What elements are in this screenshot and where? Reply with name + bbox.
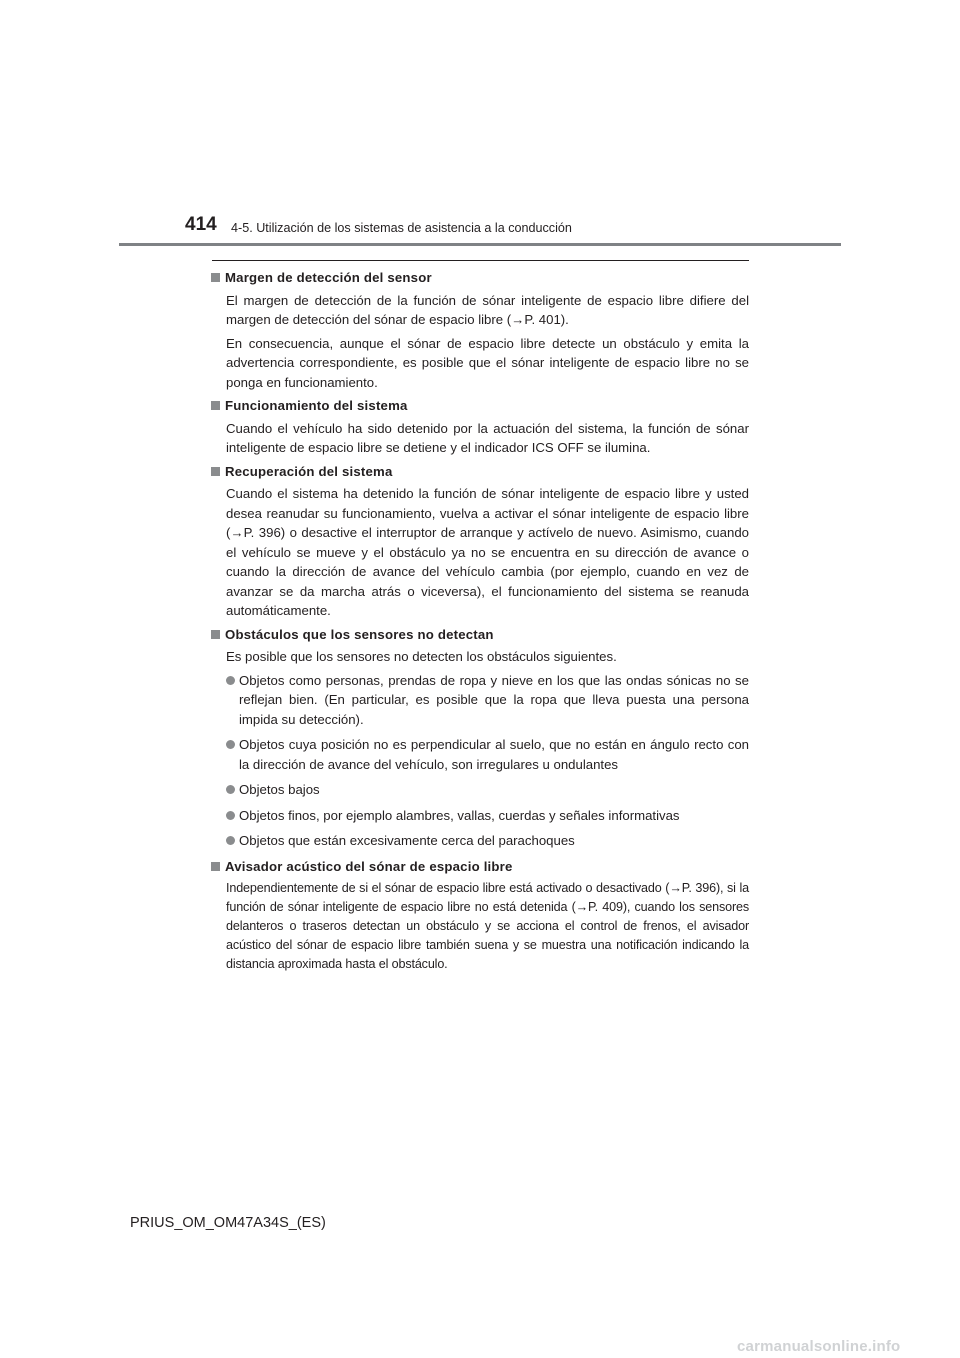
paragraph: Cuando el vehículo ha sido detenido por la actuación del sistema, la función de sónar inteligente de espacio libre se detiene y el indicador ICS OFF se ilumina.: [226, 420, 749, 455]
page-number: 414: [185, 214, 217, 235]
page-content: [211, 266, 749, 978]
circle-bullet-icon: [226, 740, 235, 749]
list-item: [226, 671, 749, 730]
paragraph: El margen de detección de la función de sónar inteligente de espacio libre difiere del margen de detección del sónar de espacio libre (→P. 401).: [226, 292, 749, 327]
section-heading: [211, 857, 749, 877]
heading-text: Funcionamiento del sistema: [225, 398, 408, 413]
circle-bullet-icon: [226, 785, 235, 794]
circle-bullet-icon: [226, 811, 235, 820]
list-item: [226, 806, 749, 826]
list-item: [226, 831, 749, 851]
watermark: carmanualsonline.info: [737, 1338, 901, 1355]
square-bullet-icon: [211, 630, 220, 639]
list-item-text: Objetos bajos: [239, 782, 320, 797]
square-bullet-icon: [211, 467, 220, 476]
section-heading: [211, 462, 749, 482]
section-heading: [211, 625, 749, 645]
list-item: [226, 780, 749, 800]
heading-text: Margen de detección del sensor: [225, 270, 432, 285]
paragraph: Cuando el sistema ha detenido la función de sónar inteligente de espacio libre y usted desea reanudar su funcionamiento, vuelva a activar el sónar inteligente de espacio libre (→P. 396) o desactive el interruptor de arranque y actívelo de nuevo. Asimismo, cuando el vehículo se mueve y el obstáculo ya no se encuentra en su dirección de avance o cuando la dirección de avance del vehículo cambia (por ejemplo, cuando en vez de avanzar se da marcha atrás o viceversa), el funcionamiento del sistema se reanuda automáticamente.: [226, 486, 749, 618]
section-title: 4-5. Utilización de los sistemas de asistencia a la conducción: [231, 221, 572, 235]
heading-text: Obstáculos que los sensores no detectan: [225, 626, 494, 642]
heading-text: Avisador acústico del sónar de espacio libre: [225, 858, 513, 874]
paragraph: Es posible que los sensores no detecten los obstáculos siguientes.: [226, 649, 617, 664]
square-bullet-icon: [211, 273, 220, 282]
content-divider: [212, 260, 749, 261]
list-item-text: Objetos que están excesivamente cerca del parachoques: [239, 833, 575, 848]
list-item-text: Objetos finos, por ejemplo alambres, vallas, cuerdas y señales informativas: [239, 807, 680, 823]
list-item-text: Objetos como personas, prendas de ropa y nieve en los que las ondas sónicas no se reflejan bien. (En particular, es posible que la ropa que lleva puesta una persona impida su detección).: [239, 672, 749, 727]
section-heading: [211, 396, 749, 416]
square-bullet-icon: [211, 401, 220, 410]
circle-bullet-icon: [226, 676, 235, 685]
paragraph: Independientemente de si el sónar de espacio libre está activado o desactivado (→P. 396), si la función de sónar inteligente de espacio libre no está detenida (→P. 409), cuando los sensores delanteros o traseros detectan un obstáculo y se acciona el control de frenos, el avisador acústico del sónar de espacio libre también suena y se muestra una notificación indicando la distancia aproximada hasta el obstáculo.: [226, 881, 749, 971]
heading-text: Recuperación del sistema: [225, 463, 393, 479]
document-code: PRIUS_OM_OM47A34S_(ES): [130, 1215, 326, 1231]
list-item-text: Objetos cuya posición no es perpendicular al suelo, que no están en ángulo recto con la dirección de avance del vehículo, son irregulares u ondulantes: [239, 737, 749, 772]
list-item: [226, 735, 749, 774]
section-heading: [211, 268, 749, 288]
square-bullet-icon: [211, 862, 220, 871]
circle-bullet-icon: [226, 836, 235, 845]
header-divider: [119, 243, 841, 246]
paragraph: En consecuencia, aunque el sónar de espacio libre detecte un obstáculo y emita la advertencia correspondiente, es posible que el sónar inteligente de espacio libre no se ponga en funcionamiento.: [226, 335, 749, 390]
